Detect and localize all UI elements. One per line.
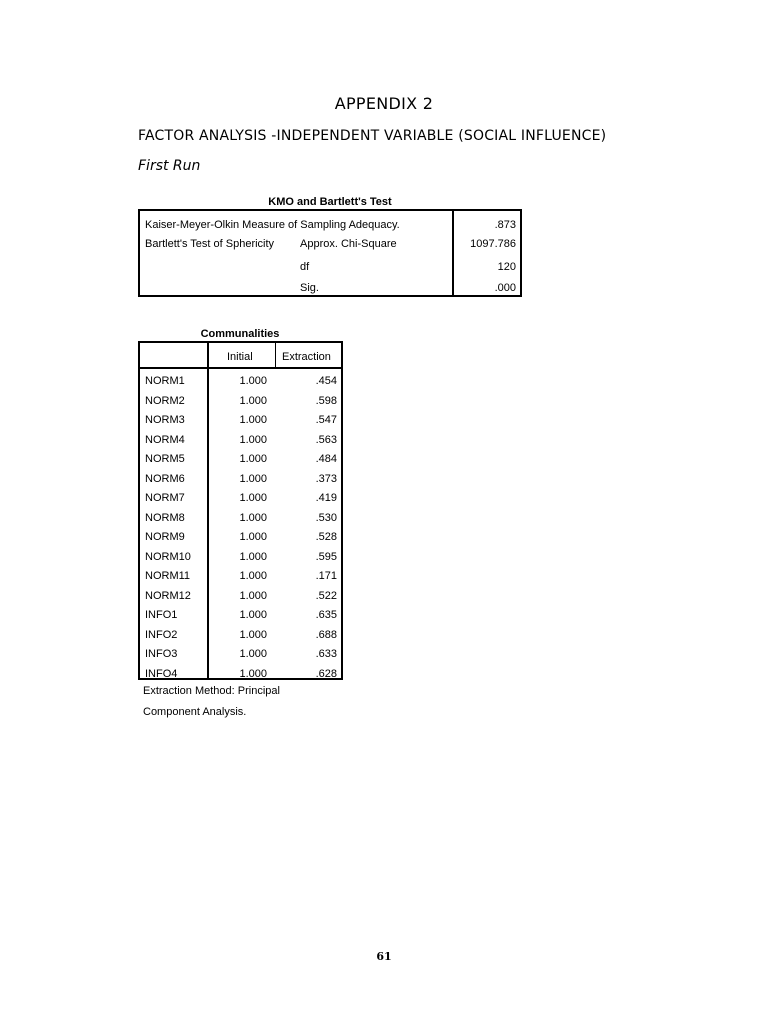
comm-header-rule [140,367,341,369]
row-initial: 1.000 [239,531,267,543]
row-variable: NORM6 [145,472,185,485]
chi-square-label: Approx. Chi-Square [300,238,397,250]
row-extraction: .522 [315,589,337,602]
row-variable: NORM8 [145,511,185,524]
chi-square-value: 1097.786 [470,238,516,250]
kmo-table-title: KMO and Bartlett's Test [268,196,392,208]
row-extraction: .373 [315,472,337,485]
row-initial: 1.000 [239,511,267,524]
table-row [140,411,341,431]
row-extraction: .454 [315,375,337,387]
footnote-line-1: Extraction Method: Principal [143,685,280,697]
sig-label: Sig. [300,282,319,294]
sig-value: .000 [494,282,516,294]
appendix-title: APPENDIX 2 [334,94,434,113]
comm-divider-header [275,343,276,367]
row-initial: 1.000 [239,550,267,563]
row-extraction: .628 [315,667,337,680]
row-extraction: .530 [315,511,337,524]
row-initial: 1.000 [239,414,267,426]
row-extraction: .547 [315,414,337,426]
row-variable: NORM2 [145,394,185,407]
row-variable: INFO1 [145,609,178,621]
page-number: 61 [376,950,392,963]
row-extraction: .635 [315,609,337,621]
table-row [140,587,341,607]
bartlett-label: Bartlett's Test of Sphericity [145,238,275,250]
table-row [140,470,341,490]
row-initial: 1.000 [239,570,267,582]
row-variable: NORM1 [145,375,185,387]
table-row [140,431,341,451]
df-label: df [300,261,310,273]
row-extraction: .563 [315,433,337,446]
row-initial: 1.000 [239,375,267,387]
row-initial: 1.000 [239,609,267,621]
row-initial: 1.000 [239,472,267,485]
table-row [140,450,341,470]
run-label: First Run [138,158,201,174]
row-variable: INFO2 [145,628,178,641]
table-row [140,665,341,685]
table-row [140,645,341,665]
kmo-column-divider [452,211,454,295]
table-row [140,567,341,587]
row-extraction: .688 [315,628,337,641]
row-variable: INFO3 [145,648,178,660]
row-initial: 1.000 [239,433,267,446]
row-extraction: .171 [315,570,337,582]
row-extraction: .528 [315,531,337,543]
row-initial: 1.000 [239,453,267,465]
kmo-label: Kaiser-Meyer-Olkin Measure of Sampling Adequacy. [145,219,400,231]
row-extraction: .598 [315,394,337,407]
table-row [140,528,341,548]
row-extraction: .419 [315,492,337,504]
row-extraction: .484 [315,453,337,465]
row-variable: NORM4 [145,433,185,446]
row-extraction: .633 [315,648,337,660]
kmo-value: .873 [494,219,516,231]
communalities-table [138,341,343,680]
df-value: 120 [497,261,516,273]
row-variable: NORM11 [145,570,191,582]
col-extraction-header: Extraction [282,351,331,363]
row-initial: 1.000 [239,492,267,504]
row-variable: NORM9 [145,531,185,543]
table-row [140,372,341,392]
table-row [140,509,341,529]
footnote-line-2: Component Analysis. [143,706,247,718]
row-initial: 1.000 [239,648,267,660]
row-variable: NORM10 [145,550,191,563]
table-row [140,626,341,646]
row-variable: NORM3 [145,414,185,426]
table-row [140,606,341,626]
row-variable: NORM5 [145,453,185,465]
table-row [140,392,341,412]
row-variable: NORM7 [145,492,185,504]
table-row [140,548,341,568]
col-initial-header: Initial [227,351,253,363]
row-variable: INFO4 [145,667,178,680]
row-variable: NORM12 [145,589,191,602]
table-row [140,489,341,509]
row-initial: 1.000 [239,394,267,407]
section-heading: FACTOR ANALYSIS -INDEPENDENT VARIABLE (SOCIAL INFLUENCE) [138,128,607,144]
communalities-title: Communalities [200,328,280,340]
kmo-bartlett-table [138,209,522,297]
row-initial: 1.000 [239,589,267,602]
row-initial: 1.000 [239,628,267,641]
row-initial: 1.000 [239,667,267,680]
row-extraction: .595 [315,550,337,563]
